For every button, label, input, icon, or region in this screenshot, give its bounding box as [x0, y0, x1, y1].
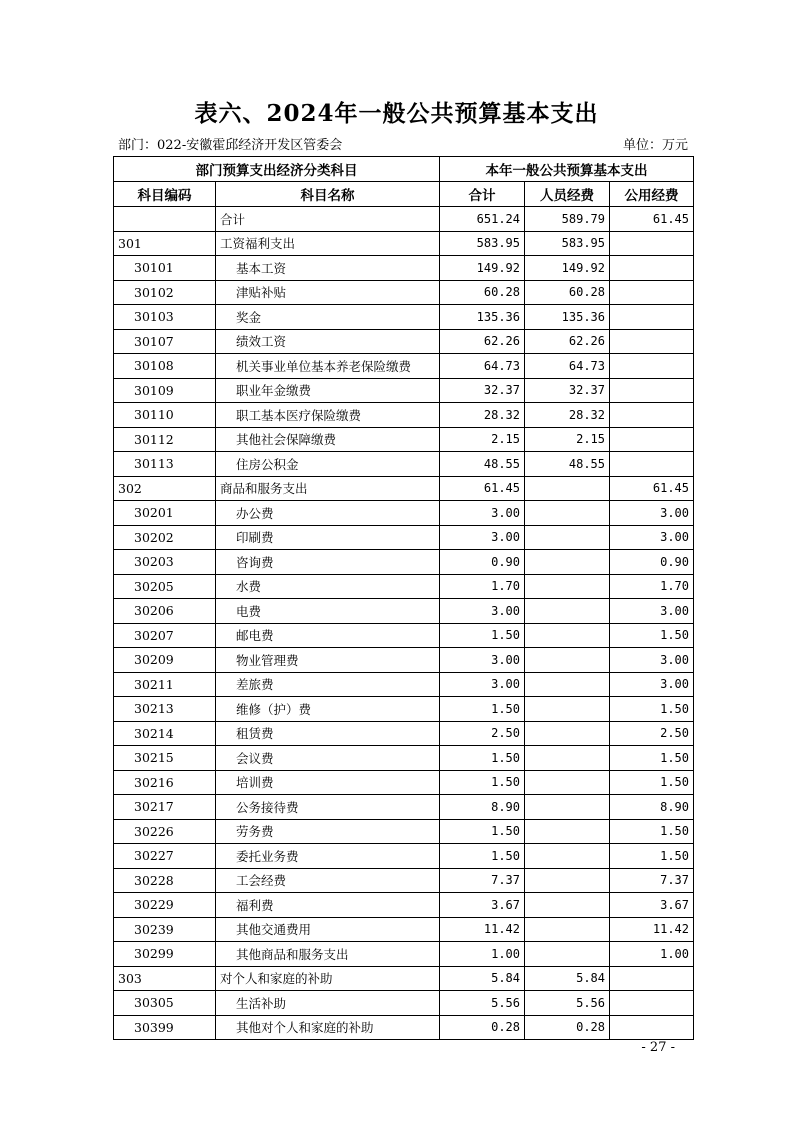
cell-public: 61.45 — [610, 476, 694, 501]
cell-personnel — [525, 648, 610, 673]
table-row — [114, 378, 694, 403]
table-row — [114, 770, 694, 795]
cell-name: 物业管理费 — [216, 648, 440, 673]
cell-total: 3.00 — [440, 648, 525, 673]
cell-total: 2.50 — [440, 721, 525, 746]
cell-code: 303 — [114, 966, 216, 991]
cell-code: 30202 — [114, 525, 216, 550]
cell-code: 30211 — [114, 672, 216, 697]
cell-code: 30239 — [114, 917, 216, 942]
table-row — [114, 893, 694, 918]
cell-code: 30112 — [114, 427, 216, 452]
cell-public: 1.50 — [610, 697, 694, 722]
cell-code: 30206 — [114, 599, 216, 624]
cell-total: 135.36 — [440, 305, 525, 330]
cell-name: 对个人和家庭的补助 — [216, 966, 440, 991]
cell-name: 其他社会保障缴费 — [216, 427, 440, 452]
cell-personnel — [525, 599, 610, 624]
cell-personnel — [525, 844, 610, 869]
cell-code — [114, 207, 216, 232]
column-header-code: 科目编码 — [114, 182, 216, 207]
cell-personnel: 5.56 — [525, 991, 610, 1016]
cell-public: 3.00 — [610, 525, 694, 550]
column-header-personnel: 人员经费 — [525, 182, 610, 207]
column-header-public: 公用经费 — [610, 182, 694, 207]
cell-public: 3.00 — [610, 501, 694, 526]
cell-personnel — [525, 525, 610, 550]
cell-total: 2.15 — [440, 427, 525, 452]
cell-personnel: 32.37 — [525, 378, 610, 403]
cell-code: 30110 — [114, 403, 216, 428]
cell-public — [610, 378, 694, 403]
cell-personnel — [525, 501, 610, 526]
cell-name: 邮电费 — [216, 623, 440, 648]
table-row — [114, 844, 694, 869]
cell-name: 机关事业单位基本养老保险缴费 — [216, 354, 440, 379]
cell-name: 租赁费 — [216, 721, 440, 746]
cell-personnel: 149.92 — [525, 256, 610, 281]
cell-personnel — [525, 942, 610, 967]
cell-public: 1.00 — [610, 942, 694, 967]
cell-name: 维修（护）费 — [216, 697, 440, 722]
cell-personnel: 589.79 — [525, 207, 610, 232]
cell-code: 30213 — [114, 697, 216, 722]
cell-code: 30305 — [114, 991, 216, 1016]
cell-public: 3.00 — [610, 599, 694, 624]
cell-name: 住房公积金 — [216, 452, 440, 477]
cell-total: 651.24 — [440, 207, 525, 232]
cell-name: 生活补助 — [216, 991, 440, 1016]
cell-total: 48.55 — [440, 452, 525, 477]
cell-total: 1.50 — [440, 844, 525, 869]
cell-name: 职业年金缴费 — [216, 378, 440, 403]
header-group-row — [114, 157, 694, 182]
cell-name: 会议费 — [216, 746, 440, 771]
cell-personnel: 64.73 — [525, 354, 610, 379]
cell-total: 62.26 — [440, 329, 525, 354]
cell-total: 1.50 — [440, 746, 525, 771]
cell-total: 0.28 — [440, 1015, 525, 1040]
cell-total: 7.37 — [440, 868, 525, 893]
table-row — [114, 476, 694, 501]
cell-total: 0.90 — [440, 550, 525, 575]
table-row — [114, 942, 694, 967]
cell-code: 30229 — [114, 893, 216, 918]
table-row — [114, 599, 694, 624]
cell-personnel: 28.32 — [525, 403, 610, 428]
table-row — [114, 746, 694, 771]
cell-personnel — [525, 476, 610, 501]
cell-code: 30205 — [114, 574, 216, 599]
table-row — [114, 868, 694, 893]
table-row — [114, 329, 694, 354]
header-group-right: 本年一般公共预算基本支出 — [440, 157, 694, 182]
cell-total: 149.92 — [440, 256, 525, 281]
cell-personnel — [525, 721, 610, 746]
cell-total: 1.50 — [440, 697, 525, 722]
cell-public: 0.90 — [610, 550, 694, 575]
cell-code: 30103 — [114, 305, 216, 330]
cell-total: 1.50 — [440, 819, 525, 844]
cell-public — [610, 452, 694, 477]
budget-table — [113, 156, 694, 1040]
table-row — [114, 672, 694, 697]
cell-name: 职工基本医疗保险缴费 — [216, 403, 440, 428]
cell-total: 583.95 — [440, 231, 525, 256]
cell-code: 30227 — [114, 844, 216, 869]
unit-label: 单位：万元 — [622, 138, 688, 153]
header-group-left: 部门预算支出经济分类科目 — [114, 157, 440, 182]
table-row — [114, 574, 694, 599]
cell-name: 其他对个人和家庭的补助 — [216, 1015, 440, 1040]
cell-public — [610, 231, 694, 256]
table-row — [114, 697, 694, 722]
cell-public — [610, 280, 694, 305]
cell-public: 61.45 — [610, 207, 694, 232]
cell-public: 8.90 — [610, 795, 694, 820]
cell-personnel — [525, 623, 610, 648]
cell-total: 60.28 — [440, 280, 525, 305]
table-row — [114, 795, 694, 820]
cell-name: 差旅费 — [216, 672, 440, 697]
cell-public: 1.50 — [610, 844, 694, 869]
cell-total: 1.50 — [440, 623, 525, 648]
table-row — [114, 256, 694, 281]
cell-public — [610, 427, 694, 452]
department-label: 部门：022-安徽霍邱经济开发区管委会 — [118, 138, 343, 153]
table-row — [114, 427, 694, 452]
cell-public — [610, 966, 694, 991]
cell-name: 其他商品和服务支出 — [216, 942, 440, 967]
table-row — [114, 525, 694, 550]
cell-code: 30228 — [114, 868, 216, 893]
cell-code: 30215 — [114, 746, 216, 771]
cell-code: 30214 — [114, 721, 216, 746]
table-row — [114, 648, 694, 673]
cell-name: 水费 — [216, 574, 440, 599]
cell-public: 11.42 — [610, 917, 694, 942]
cell-public — [610, 256, 694, 281]
cell-code: 301 — [114, 231, 216, 256]
cell-name: 咨询费 — [216, 550, 440, 575]
cell-name: 奖金 — [216, 305, 440, 330]
cell-total: 1.50 — [440, 770, 525, 795]
cell-total: 3.00 — [440, 525, 525, 550]
cell-name: 工资福利支出 — [216, 231, 440, 256]
cell-name: 其他交通费用 — [216, 917, 440, 942]
table-body — [114, 207, 694, 1040]
cell-personnel — [525, 672, 610, 697]
cell-public: 3.00 — [610, 648, 694, 673]
cell-personnel — [525, 550, 610, 575]
cell-code: 30217 — [114, 795, 216, 820]
cell-name: 基本工资 — [216, 256, 440, 281]
cell-name: 印刷费 — [216, 525, 440, 550]
cell-name: 办公费 — [216, 501, 440, 526]
cell-name: 津贴补贴 — [216, 280, 440, 305]
cell-total: 3.00 — [440, 599, 525, 624]
cell-total: 3.00 — [440, 501, 525, 526]
cell-code: 30203 — [114, 550, 216, 575]
cell-name: 委托业务费 — [216, 844, 440, 869]
cell-code: 30226 — [114, 819, 216, 844]
table-row — [114, 354, 694, 379]
table-row — [114, 280, 694, 305]
cell-public: 1.50 — [610, 770, 694, 795]
cell-personnel — [525, 795, 610, 820]
cell-personnel: 62.26 — [525, 329, 610, 354]
cell-code: 30209 — [114, 648, 216, 673]
cell-code: 30109 — [114, 378, 216, 403]
cell-code: 30201 — [114, 501, 216, 526]
cell-public: 1.50 — [610, 746, 694, 771]
cell-code: 302 — [114, 476, 216, 501]
cell-code: 30102 — [114, 280, 216, 305]
table-row — [114, 819, 694, 844]
table-row — [114, 550, 694, 575]
cell-personnel: 2.15 — [525, 427, 610, 452]
cell-name: 公务接待费 — [216, 795, 440, 820]
cell-personnel: 48.55 — [525, 452, 610, 477]
cell-personnel: 60.28 — [525, 280, 610, 305]
table-row — [114, 1015, 694, 1040]
cell-personnel: 0.28 — [525, 1015, 610, 1040]
cell-code: 30101 — [114, 256, 216, 281]
cell-personnel: 5.84 — [525, 966, 610, 991]
table-row — [114, 966, 694, 991]
cell-total: 1.70 — [440, 574, 525, 599]
cell-personnel: 135.36 — [525, 305, 610, 330]
cell-public: 1.70 — [610, 574, 694, 599]
cell-public: 7.37 — [610, 868, 694, 893]
cell-name: 工会经费 — [216, 868, 440, 893]
column-header-total: 合计 — [440, 182, 525, 207]
cell-total: 1.00 — [440, 942, 525, 967]
header-column-row — [114, 182, 694, 207]
table-row — [114, 207, 694, 232]
cell-public — [610, 305, 694, 330]
cell-name: 商品和服务支出 — [216, 476, 440, 501]
cell-personnel — [525, 574, 610, 599]
cell-code: 30113 — [114, 452, 216, 477]
page-number: - 27 - — [641, 1040, 675, 1055]
cell-total: 64.73 — [440, 354, 525, 379]
cell-name: 绩效工资 — [216, 329, 440, 354]
cell-personnel — [525, 868, 610, 893]
page-title: 表六、2024年一般公共预算基本支出 — [194, 100, 599, 127]
cell-public — [610, 354, 694, 379]
cell-public: 3.00 — [610, 672, 694, 697]
cell-total: 3.00 — [440, 672, 525, 697]
table-row — [114, 721, 694, 746]
cell-name: 合计 — [216, 207, 440, 232]
cell-total: 5.56 — [440, 991, 525, 1016]
cell-total: 11.42 — [440, 917, 525, 942]
cell-personnel — [525, 746, 610, 771]
table-row — [114, 917, 694, 942]
cell-total: 61.45 — [440, 476, 525, 501]
cell-code: 30399 — [114, 1015, 216, 1040]
cell-code: 30108 — [114, 354, 216, 379]
cell-code: 30207 — [114, 623, 216, 648]
table-meta — [118, 134, 688, 152]
table-row — [114, 403, 694, 428]
cell-name: 电费 — [216, 599, 440, 624]
cell-total: 28.32 — [440, 403, 525, 428]
cell-personnel: 583.95 — [525, 231, 610, 256]
cell-public: 1.50 — [610, 623, 694, 648]
table-row — [114, 305, 694, 330]
cell-personnel — [525, 770, 610, 795]
table-row — [114, 231, 694, 256]
cell-personnel — [525, 697, 610, 722]
column-header-name: 科目名称 — [216, 182, 440, 207]
cell-public — [610, 403, 694, 428]
cell-code: 30216 — [114, 770, 216, 795]
cell-public: 3.67 — [610, 893, 694, 918]
table-row — [114, 623, 694, 648]
table-row — [114, 991, 694, 1016]
cell-total: 32.37 — [440, 378, 525, 403]
cell-total: 8.90 — [440, 795, 525, 820]
cell-public — [610, 1015, 694, 1040]
cell-total: 3.67 — [440, 893, 525, 918]
cell-public — [610, 329, 694, 354]
table-row — [114, 452, 694, 477]
cell-name: 劳务费 — [216, 819, 440, 844]
cell-public — [610, 991, 694, 1016]
cell-personnel — [525, 893, 610, 918]
cell-personnel — [525, 819, 610, 844]
cell-total: 5.84 — [440, 966, 525, 991]
cell-code: 30299 — [114, 942, 216, 967]
cell-personnel — [525, 917, 610, 942]
cell-code: 30107 — [114, 329, 216, 354]
cell-public: 1.50 — [610, 819, 694, 844]
cell-name: 培训费 — [216, 770, 440, 795]
cell-name: 福利费 — [216, 893, 440, 918]
table-row — [114, 501, 694, 526]
cell-public: 2.50 — [610, 721, 694, 746]
